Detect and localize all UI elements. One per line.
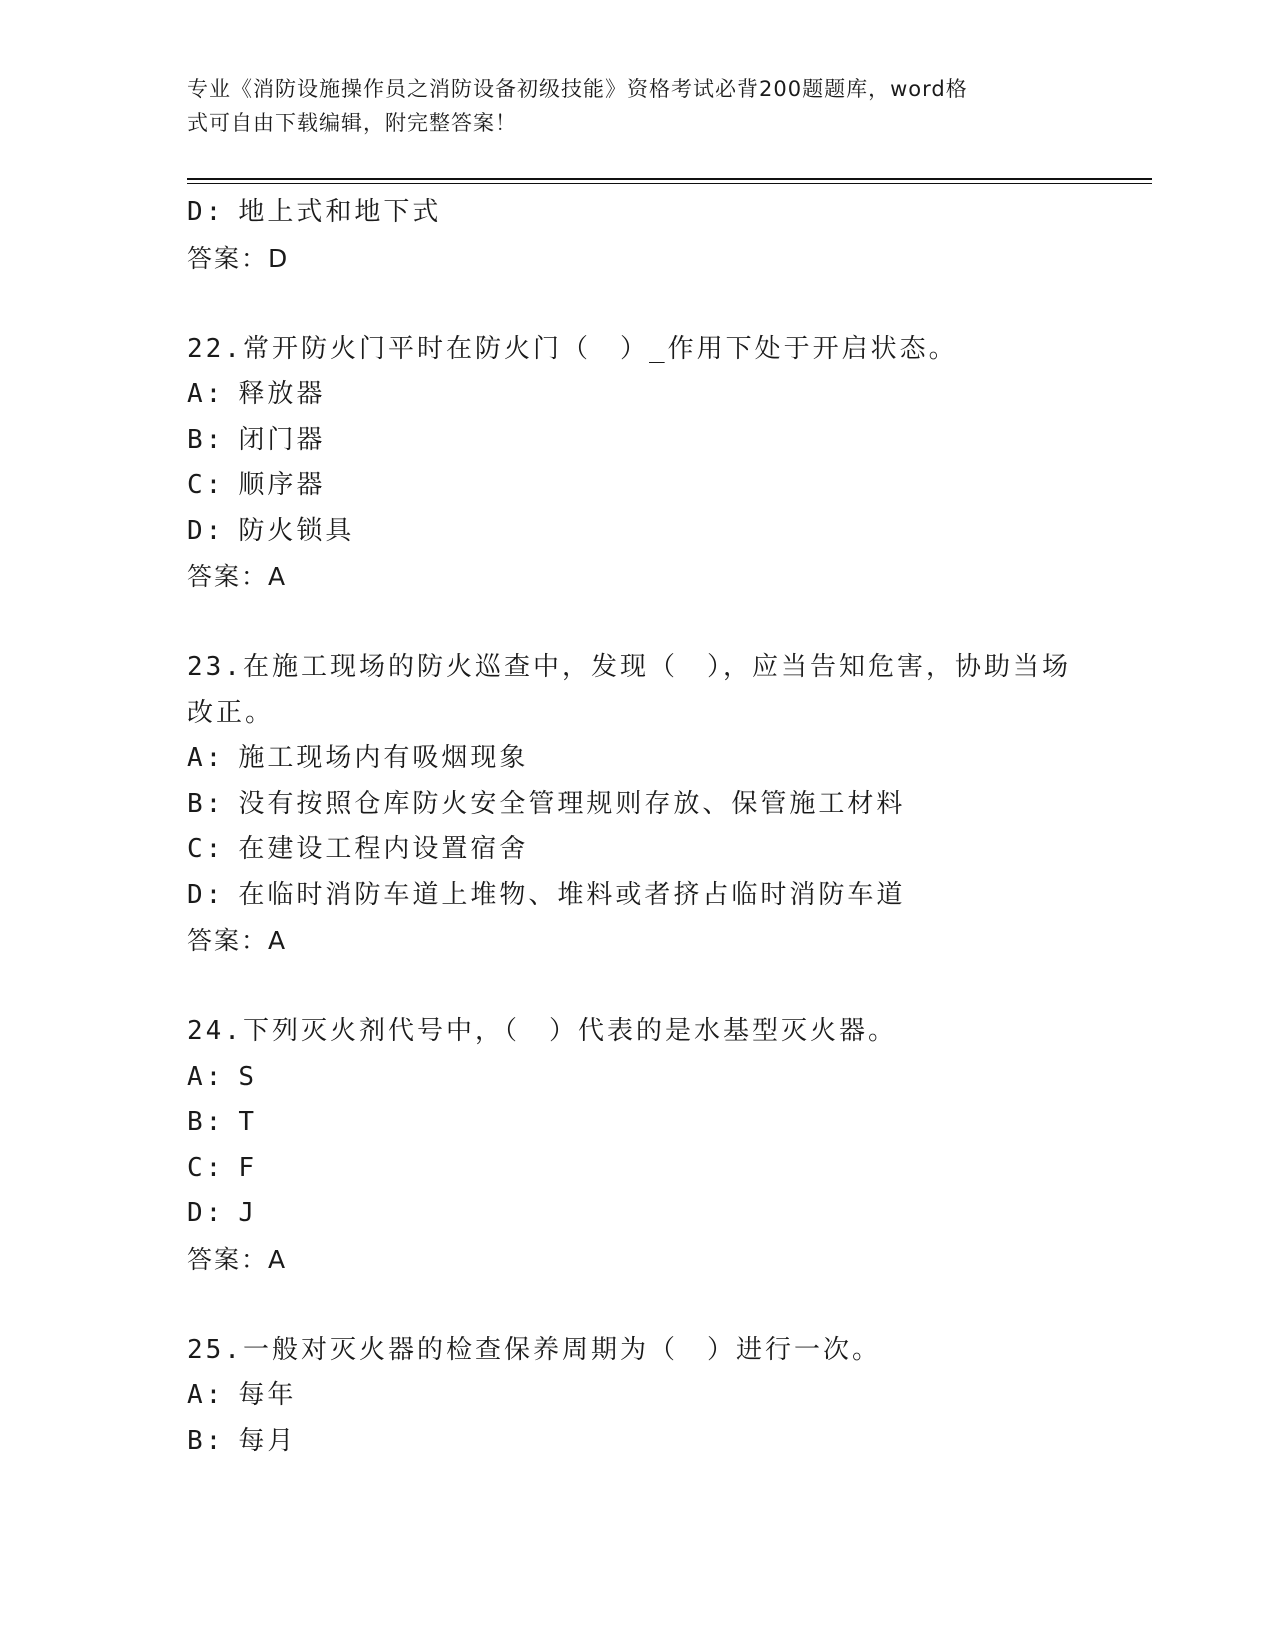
option-text: 在建设工程内设置宿舍: [238, 834, 529, 864]
option-text: 每年: [238, 1380, 297, 1410]
option-key: C:: [187, 1152, 225, 1183]
question-stem: 24.下列灭火剂代号中，（ ）代表的是水基型灭火器。: [187, 1016, 897, 1046]
option-c: [187, 463, 1087, 509]
option-a: [187, 736, 1087, 782]
spacer: [187, 281, 1087, 327]
answer-line: 答案：A: [187, 562, 288, 591]
option-key: A:: [187, 1380, 225, 1410]
document-header: [187, 72, 1087, 140]
option-a: [187, 1373, 1087, 1419]
option-a: [187, 372, 1087, 418]
option-b: [187, 1100, 1087, 1146]
question-stem-continued: 改正。: [187, 697, 275, 728]
option-text: 闭门器: [238, 424, 326, 455]
option-text: 顺序器: [238, 470, 326, 500]
option-text: 每月: [238, 1425, 297, 1456]
header-line-2: 式可自由下载编辑，附完整答案！: [187, 111, 517, 135]
option-key: D:: [187, 515, 225, 546]
spacer: [187, 964, 1087, 1010]
header-divider-thick: [187, 178, 1152, 180]
option-key: A:: [187, 379, 225, 409]
option-key: D:: [187, 1198, 225, 1228]
option-d: [187, 190, 1087, 236]
spacer: [187, 600, 1087, 646]
question-stem: 22.常开防火门平时在防火门（ ）_作用下处于开启状态。: [187, 333, 958, 364]
option-key: A:: [187, 1061, 225, 1092]
option-key: D:: [187, 879, 225, 910]
option-text: S: [238, 1061, 257, 1092]
option-b: [187, 1419, 1087, 1465]
option-text: 在临时消防车道上堆物、堆料或者挤占临时消防车道: [238, 879, 906, 910]
option-d: [187, 873, 1087, 919]
option-b: [187, 418, 1087, 464]
option-c: [187, 1146, 1087, 1192]
option-text: 防火锁具: [238, 515, 355, 546]
option-key: B:: [187, 788, 225, 819]
option-c: [187, 827, 1087, 873]
option-text: 施工现场内有吸烟现象: [238, 743, 529, 773]
option-key: A:: [187, 743, 225, 773]
option-d: [187, 509, 1087, 555]
option-b: [187, 782, 1087, 828]
option-key: C:: [187, 470, 225, 500]
option-key: B:: [187, 1425, 225, 1456]
option-text: F: [238, 1152, 257, 1183]
option-text: 没有按照仓库防火安全管理规则存放、保管施工材料: [238, 788, 906, 819]
option-text: 释放器: [238, 379, 326, 409]
option-key: D:: [187, 197, 225, 227]
header-divider-thin: [187, 183, 1152, 184]
question-list: [187, 190, 1087, 1464]
answer-line: 答案：A: [187, 926, 288, 955]
header-line-1: 专业《消防设施操作员之消防设备初级技能》资格考试必背200题题库，word格: [187, 77, 968, 101]
spacer: [187, 1282, 1087, 1328]
answer-line: 答案：D: [187, 243, 290, 273]
question-stem: 23.在施工现场的防火巡查中，发现（ ），应当告知危害，协助当场: [187, 652, 1071, 682]
option-text: T: [238, 1107, 257, 1137]
option-a: [187, 1055, 1087, 1101]
option-key: B:: [187, 424, 225, 455]
option-key: C:: [187, 834, 225, 864]
option-text: 地上式和地下式: [238, 197, 442, 227]
answer-line: 答案：A: [187, 1244, 288, 1274]
option-d: [187, 1191, 1087, 1237]
option-text: J: [238, 1198, 257, 1228]
option-key: B:: [187, 1107, 225, 1137]
question-stem: 25.一般对灭火器的检查保养周期为（ ）进行一次。: [187, 1334, 881, 1365]
